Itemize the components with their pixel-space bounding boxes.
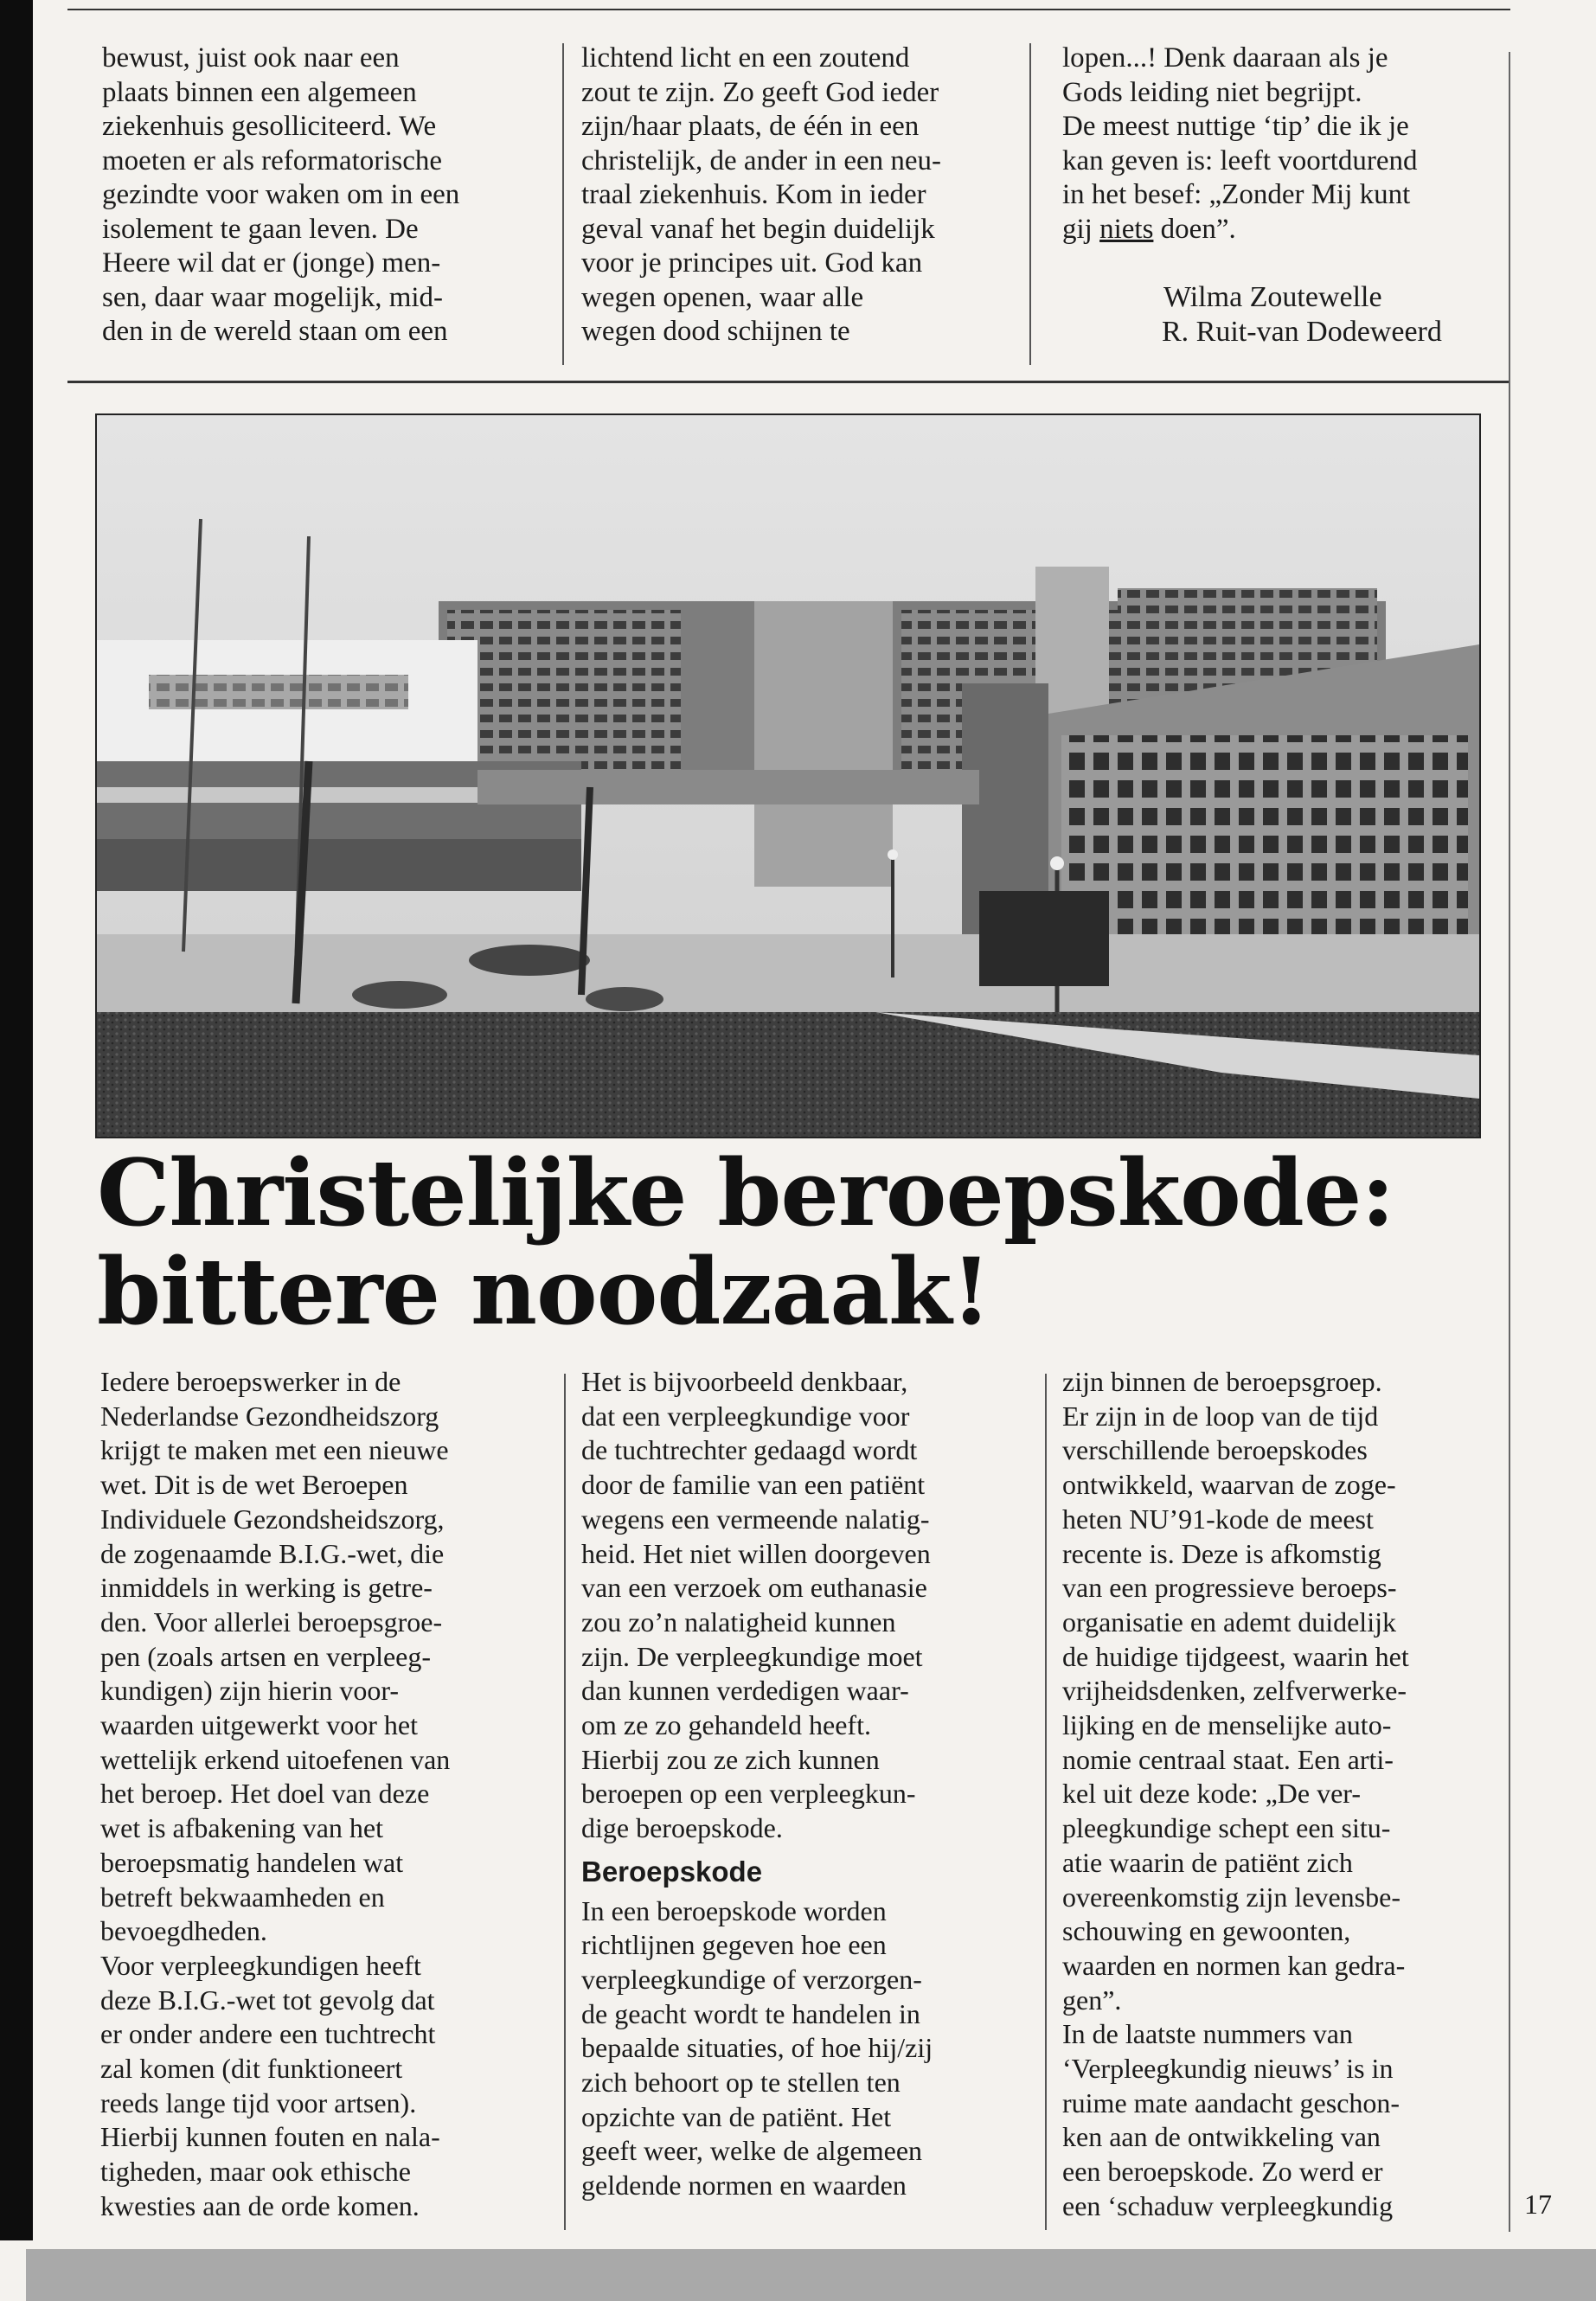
body-column-2 [581, 1365, 1066, 2203]
emphasis-niets: niets [1099, 213, 1154, 245]
signature-2: R. Ruit-van Dodeweerd [1162, 316, 1442, 348]
body-column-2-part-2: In een beroepskode worden richtlijnen gegeven hoe een verpleegkundige of verzorgen- de geacht wordt te handelen in bepaalde situaties, of hoe hij/zij zich behoort op te stellen ten opzichte van de patiënt. Het geeft weer, welke de algemeen geldende normen en waarden [581, 1894, 933, 2202]
top-column-3 [1062, 42, 1512, 247]
page-number: 17 [1524, 2189, 1552, 2220]
top-column-2: lichtend licht en een zoutend zout te zijn. Zo geeft God ieder zijn/haar plaats, de één in een christelijk, de ander in een neu- traal ziekenhuis. Kom in ieder geval vanaf het begin duidelijk voor je principes uit. God kan wegen openen, waar alle wegen dood schijnen te [581, 42, 941, 347]
body-column-3: zijn binnen de beroepsgroep. Er zijn in de loop van de tijd verschillende beroepskodes ontwikkeld, waarvan de zoge- heten NU’91-kode de meest recente is. Deze is afkomstig van een progressieve beroeps- organisatie en ademt duidelijk de huidige tijdgeest, waarin het vrijheidsdenken, zelfverwerke- lijking en de menselijke auto- nomie centraal staat. Een arti- kel uit deze kode: „De ver- pleegkundige schept een situ- atie waarin de patiënt zich overeenkomstig zijn levensbe- schouwing en gewoonten, waarden en normen kan gedra- gen”. In de laatste nummers van ‘Verpleegkundig nieuws’ is in ruime mate aandacht geschon- ken aan de ontwikkeling van een beroepskode. Zo werd er een ‘schaduw verpleegkundig [1062, 1366, 1409, 2221]
column-divider [564, 1374, 566, 2230]
top-column-3-text: lopen...! Denk daaraan als je Gods leiding niet begrijpt. De meest nuttige ‘tip’ die ik je kan geven is: leeft voortdurend in het besef: „Zonder Mij kunt [1062, 42, 1418, 210]
column-divider [1029, 43, 1031, 365]
body-column-1: Iedere beroepswerker in de Nederlandse Gezondheidszorg krijgt te maken met een nieuwe wet. Dit is de wet Beroepen Individuele Gezondsheidszorg, de zogenaamde B.I.G.-wet, die inmiddels in werking is getre- den. Voor allerlei beroepsgroe- pen (zoals artsen en verpleeg- kundigen) zijn hierin voor- waarden uitgewerkt voor het wettelijk erkend uitoefenen van het beroep. Het doel van deze wet is afbakening van het beroepsmatig handelen wat betreft bekwaamheden en bevoegdheden. Voor verpleegkundigen heeft deze B.I.G.-wet tot gevolg dat er onder andere een tuchtrecht zal komen (dit funktioneert reeds lange tijd voor artsen). Hierbij kunnen fouten en nala- tigheden, maar ook ethische kwesties aan de orde komen. [100, 1366, 451, 2221]
box-bottom-rule [67, 381, 1510, 383]
column-divider [562, 43, 564, 365]
top-column-1: bewust, juist ook naar een plaats binnen een algemeen ziekenhuis gesolliciteerd. We moeten er als reformatorische gezindte voor waken om in een isolement te gaan leven. De Heere wil dat er (jonge) men- sen, daar waar mogelijk, mid- den in de wereld staan om een [102, 42, 460, 347]
article-headline: Christelijke beroepskode: bittere noodzaak! [97, 1138, 1394, 1345]
top-rule [67, 9, 1510, 10]
body-column-2-part-1: Het is bijvoorbeeld denkbaar, dat een verpleegkundige voor de tuchtrechter gedaagd wordt door de familie van een patiënt wegens een vermeende nalatig- heid. Het niet willen doorgeven van een verzoek om euthanasie zou zo’n nalatigheid kunnen zijn. De verpleegkundige moet dan kunnen verdedigen waar- om ze zo gehandeld heeft. Hierbij zou ze zich kunnen beroepen op een verpleegkun- dige beroepskode. [581, 1366, 931, 1844]
signature-1: Wilma Zoutewelle [1163, 281, 1382, 313]
scan-edge-left [0, 0, 33, 2240]
scan-edge-bottom [26, 2249, 1596, 2301]
top-column-3-pre: gij [1062, 213, 1100, 245]
hospital-building-image [97, 415, 1479, 1137]
top-column-3-post: doen”. [1153, 213, 1236, 245]
subhead-beroepskode: Beroepskode [581, 1855, 763, 1888]
column-divider [1045, 1374, 1047, 2230]
hospital-photo [95, 413, 1481, 1138]
